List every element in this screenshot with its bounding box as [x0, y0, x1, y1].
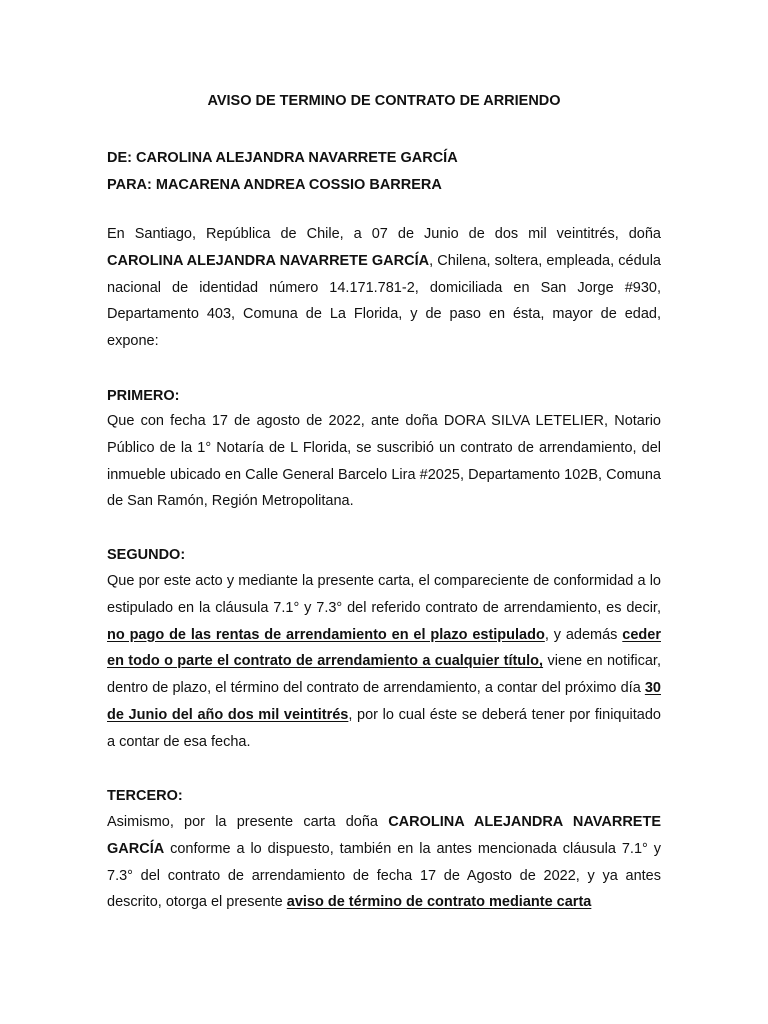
segundo-paragraph [107, 568, 661, 756]
tercero-heading: TERCERO: [107, 788, 183, 804]
primero-text: Que con fecha 17 de agosto de 2022, ante doña DORA SILVA LETELIER, Notario Público de la 1° Notaría de L Florida, se suscribió un contrato de arrendamiento, del inmueble ubicado en Calle General Barcelo Lira #2025, Departamento 102B, Comuna de San Ramón, Región Metropolitana. [107, 413, 661, 510]
primero-heading: PRIMERO: [107, 388, 180, 404]
segundo-text-3: viene en notificar, dentro de plazo, el término del contrato de arrendamiento, a contar del próximo día [107, 653, 661, 697]
segundo-underlined-1: no pago de las rentas de arrendamiento en el plazo estipulado [107, 626, 545, 643]
primero-paragraph [107, 408, 661, 515]
intro-name: CAROLINA ALEJANDRA NAVARRETE GARCÍA [107, 252, 430, 269]
from-line: DE: CAROLINA ALEJANDRA NAVARRETE GARCÍA [107, 150, 458, 166]
intro-paragraph [107, 221, 661, 355]
intro-text-2: , Chilena, soltera, empleada, cédula nacional de identidad número 14.171.781-2, domiciliada en San Jorge #930, Departamento 403, Comuna de La Florida, y de paso en ésta, mayor de edad, expone: [107, 252, 661, 350]
tercero-name: CAROLINA ALEJANDRA NAVARRETE GARCÍA [107, 814, 661, 857]
document-title: AVISO DE TERMINO DE CONTRATO DE ARRIENDO [207, 93, 561, 109]
segundo-text-1: Que por este acto y mediante la presente carta, el compareciente de conformidad a lo estipulado en la cláusula 7.1° y 7.3° del referido contrato de arrendamiento, es decir, [107, 573, 661, 616]
tercero-paragraph [107, 809, 661, 916]
to-line: PARA: MACARENA ANDREA COSSIO BARRERA [107, 177, 442, 193]
tercero-underlined-1: aviso de término de contrato mediante carta [286, 894, 592, 911]
tercero-text-2: conforme a lo dispuesto, también en la antes mencionada cláusula 7.1° y 7.3° del contrato de arrendamiento de fecha 17 de Agosto de 2022, y ya antes descrito, otorga el presente [107, 840, 661, 911]
segundo-text-2: , y además [544, 626, 623, 643]
addressing-block [107, 145, 458, 199]
segundo-heading: SEGUNDO: [107, 547, 186, 563]
intro-text-1: En Santiago, República de Chile, a 07 de Junio de dos mil veintitrés, doña [107, 226, 661, 242]
segundo-underlined-3: 30 de Junio del año dos mil veintitrés [107, 680, 661, 723]
tercero-text-1: Asimismo, por la presente carta doña [107, 814, 389, 830]
segundo-text-4: , por lo cual éste se deberá tener por finiquitado a contar de esa fecha. [107, 706, 662, 750]
segundo-underlined-2: ceder en todo o parte el contrato de arrendamiento a cualquier título, [107, 626, 661, 670]
